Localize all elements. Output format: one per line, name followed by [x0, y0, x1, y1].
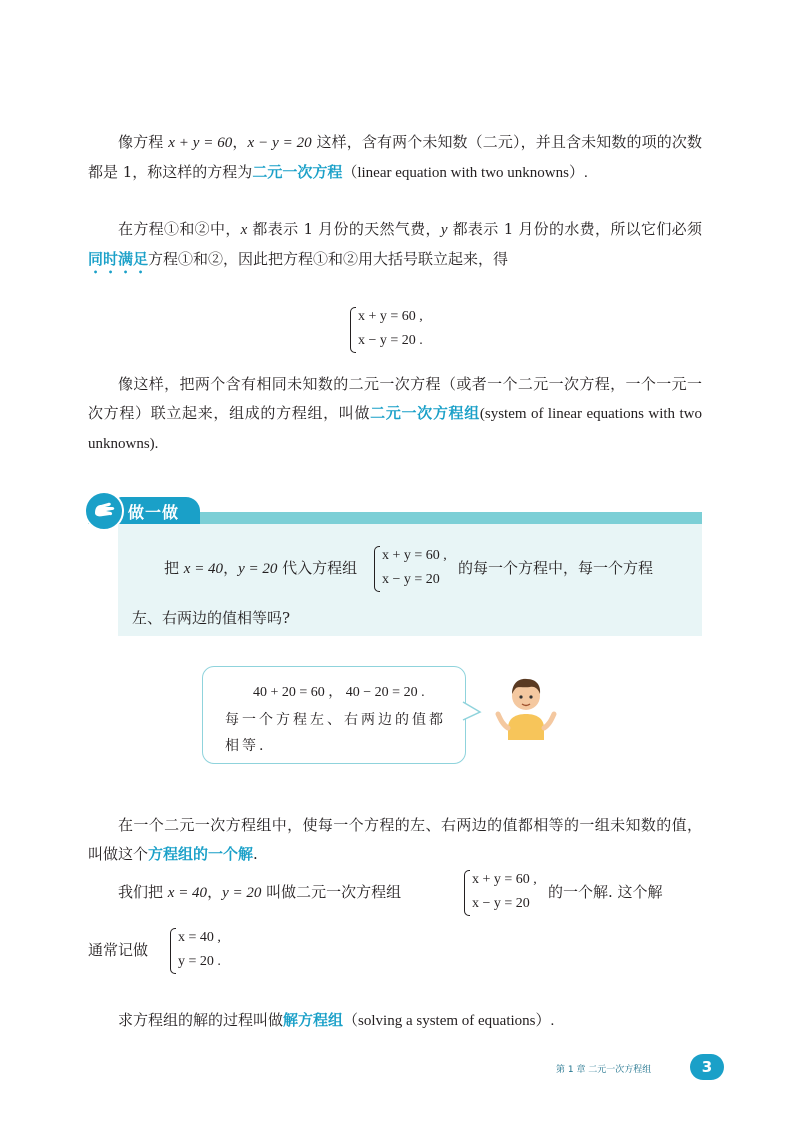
text: 方程①和②，因此把方程①和②用大括号联立起来，得	[148, 250, 509, 268]
system-row: x − y = 20	[472, 896, 530, 911]
term-linear-equation: 二元一次方程	[252, 163, 343, 181]
system-row: y = 20 .	[178, 954, 221, 969]
activity-tab	[118, 497, 200, 524]
paragraph-example-line1-end: 的一个解. 这个解	[548, 883, 663, 901]
equation-system-activity	[374, 544, 447, 592]
brace	[170, 928, 176, 974]
speech-bubble	[202, 666, 466, 764]
text: 我们把	[118, 883, 168, 901]
bubble-line: 40 + 20 = 60 ， 40 − 20 = 20 .	[253, 685, 425, 700]
activity-question-line2: 左、右两边的值相等吗?	[132, 609, 291, 627]
variable-y: y	[440, 222, 448, 238]
term-solving: 解方程组	[283, 1011, 344, 1029]
paragraph-solution-definition	[88, 811, 702, 869]
equation-system-example	[464, 868, 537, 916]
paragraph-solving	[118, 1008, 554, 1033]
footer-chapter: 第 1 章 二元一次方程组	[556, 1065, 652, 1075]
text: 像这样，把两个含有相同未知数的二元一次方程（或者一个二元一次方程，一个一元一次方程）联立起来，组成的方程组，叫做	[88, 375, 702, 422]
activity-title: 做一做	[128, 503, 180, 522]
text: 都表示 1 月份的水费，所以它们必须	[447, 220, 702, 238]
bubble-line: 相等.	[225, 738, 267, 754]
brace	[374, 546, 380, 592]
text: 都表示 1 月份的天然气费，	[247, 220, 441, 238]
value-x: x = 40	[183, 561, 224, 577]
activity-box	[118, 524, 702, 636]
text: .	[253, 845, 258, 863]
activity-question-line1-end: 的每一个方程中，每一个方程	[458, 559, 654, 577]
solution-notation	[170, 926, 221, 974]
value-y: y = 20	[238, 561, 278, 577]
text: 像方程	[118, 133, 169, 151]
equation-system-1	[350, 305, 423, 353]
text: 在一个二元一次方程组中，使每一个方程的左、右两边的值都相等的一组未知数的值，叫做这个	[88, 816, 702, 863]
text: 代入方程组	[277, 559, 358, 577]
system-row: x + y = 60 ,	[472, 872, 537, 887]
variable-x: x	[240, 222, 248, 238]
paragraph-example-line1	[118, 880, 401, 905]
term-solution: 方程组的一个解	[148, 845, 254, 863]
boy-illustration	[494, 670, 558, 740]
system-row: x − y = 20	[382, 572, 440, 587]
paragraph-linear-equation	[88, 128, 702, 188]
system-row: x + y = 60 ,	[382, 548, 447, 563]
equation: x + y = 60	[168, 135, 233, 151]
english-term: (system of linear equations with two unknowns).	[88, 406, 702, 452]
brace	[350, 307, 356, 353]
system-row: x + y = 60 ,	[358, 309, 423, 324]
term-linear-system: 二元一次方程组	[370, 404, 480, 422]
bubble-tail	[462, 700, 482, 724]
english-term: （solving a system of equations）.	[343, 1013, 555, 1029]
text: 把	[164, 559, 184, 577]
bubble-line: 每一个方程左、右两边的值都	[225, 712, 446, 728]
text: ，	[223, 559, 239, 577]
paragraph-example-line2: 通常记做	[88, 941, 149, 959]
paragraph-simultaneous	[88, 215, 702, 277]
brace	[464, 870, 470, 916]
english-term: （linear equation with two unknowns）.	[342, 165, 588, 181]
page-number: 3	[690, 1054, 724, 1080]
text: ，	[232, 133, 248, 151]
text: 叫做二元一次方程组	[261, 883, 402, 901]
system-row: x − y = 20 .	[358, 333, 423, 348]
text: 在方程①和②中，	[118, 220, 241, 238]
activity-question-line1	[164, 556, 357, 581]
system-row: x = 40 ,	[178, 930, 221, 945]
term-simultaneous: 同时满足	[88, 250, 149, 268]
value-x: x = 40	[167, 885, 208, 901]
paragraph-system-definition	[88, 370, 702, 459]
value-y: y = 20	[222, 885, 262, 901]
equation: x − y = 20	[247, 135, 312, 151]
text: 求方程组的解的过程叫做	[118, 1011, 284, 1029]
text: ，	[207, 883, 223, 901]
text: 这样，含有两个未知数（二元），并且含未知数的项的次数都是 1，称这样的方程为	[88, 133, 702, 181]
